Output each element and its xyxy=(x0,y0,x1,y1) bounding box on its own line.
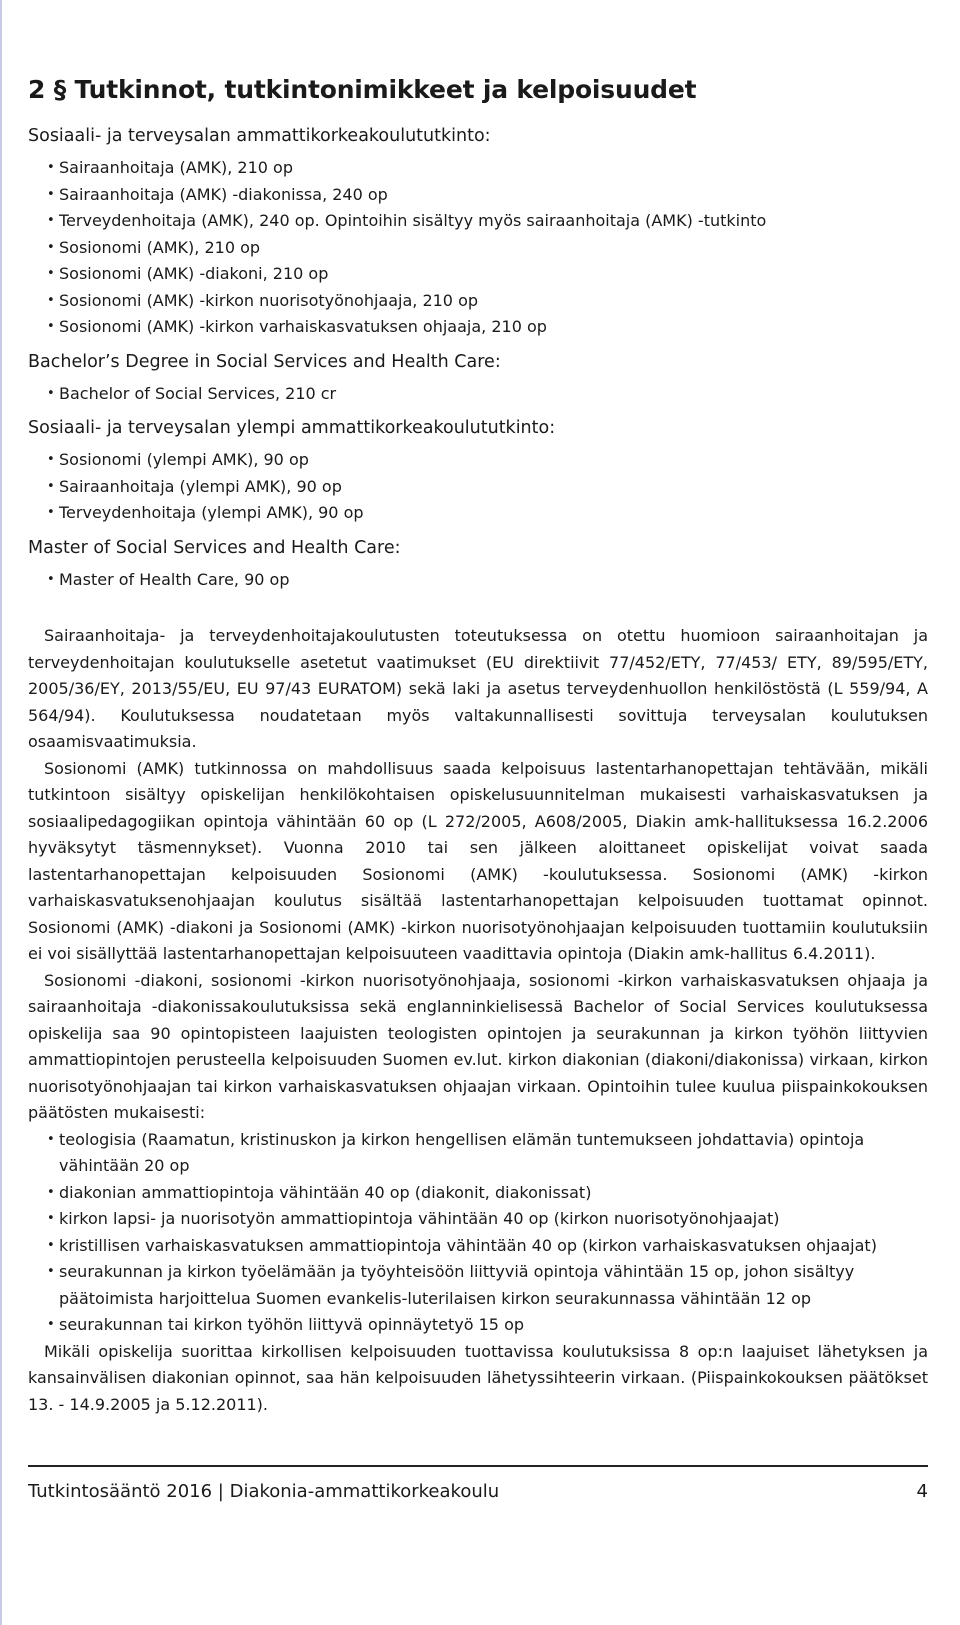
paragraph: Sosionomi (AMK) tutkinnossa on mahdollisuus saada kelpoisuus lastentarhanopettajan tehtävään, mikäli tutkintoon sisältyy opiskelijan henkilökohtaisen opiskelusuunnitelman mukaisesti varhaiskasvatuksen ja sosiaalipedagogiikan opintoja vähintään 60 op (L 272/2005, A608/2005, Diakin amk-hallituksessa 16.2.2006 hyväksytyt täsmennykset). Vuonna 2010 tai sen jälkeen aloittaneet opiskelijat voivat saada lastentarhanopettajan kelpoisuuden Sosionomi (AMK) -koulutuksessa. Sosionomi (AMK) -kirkon varhaiskasvatuksenohjaajan koulutus sisältää lastentarhanopettajan kelpoisuuden tuottamat opinnot. Sosionomi (AMK) -diakoni ja Sosionomi (AMK) -kirkon nuorisotyönohjaajan kelpoisuuden tuottamiin koulutuksiin ei voi sisällyttää lastentarhanopettajan kelpoisuuteen vaadittavia opintoja (Diakin amk-hallitus 6.4.2011). xyxy=(28,758,928,963)
degree-list xyxy=(28,447,928,527)
degree-list xyxy=(28,567,928,594)
list-item: • Terveydenhoitaja (ylempi AMK), 90 op xyxy=(28,500,928,527)
list-item: • Master of Health Care, 90 op xyxy=(28,567,928,594)
body-text xyxy=(28,623,928,1418)
list-item: • Sosionomi (AMK), 210 op xyxy=(28,235,928,262)
degree-group-3 xyxy=(28,538,928,594)
list-item: • Sosionomi (AMK) -kirkon nuorisotyönohjaaja, 210 op xyxy=(28,288,928,315)
degree-group-title: Sosiaali- ja terveysalan ammattikorkeakoulututkinto: xyxy=(28,126,491,146)
degree-group-2 xyxy=(28,418,928,527)
page-footer xyxy=(28,1465,928,1502)
page-number: 4 xyxy=(916,1481,928,1502)
document-page xyxy=(28,75,928,1418)
list-item: • kirkon lapsi- ja nuorisotyön ammattiopintoja vähintään 40 op (kirkon nuorisotyönohjaajat) xyxy=(28,1206,928,1233)
paragraph: Sosionomi -diakoni, sosionomi -kirkon nuorisotyönohjaaja, sosionomi -kirkon varhaiskasvatuksen ohjaaja ja sairaanhoitaja -diakonissakoulutuksissa sekä englanninkielisessä Bachelor of Social Services koulutuksessa opiskelija saa 90 opintopisteen laajuisten teologisten opintojen ja seurakunnan ja kirkon työhön liittyvien ammattiopintojen perusteella kelpoisuuden Suomen ev.lut. kirkon diakonian (diakoni/diakonissa) virkaan, kirkon nuorisotyönohjaajan tai kirkon varhaiskasvatuksen ohjaajan virkaan. Opintoihin tulee kuulua piispainkokouksen päätösten mukaisesti: xyxy=(28,970,928,1122)
list-item: • Sosionomi (ylempi AMK), 90 op xyxy=(28,447,928,474)
degree-group-1 xyxy=(28,352,928,408)
section-heading: 2 § Tutkinnot, tutkintonimikkeet ja kelpoisuudet xyxy=(28,75,697,104)
degree-group-title: Sosiaali- ja terveysalan ylempi ammattikorkeakoulututkinto: xyxy=(28,418,556,438)
degree-group-title: Master of Social Services and Health Care: xyxy=(28,537,401,558)
list-item: • Sairaanhoitaja (AMK), 210 op xyxy=(28,155,928,182)
list-item: • diakonian ammattiopintoja vähintään 40 op (diakonit, diakonissat) xyxy=(28,1180,928,1207)
requirements-list xyxy=(28,1127,928,1339)
list-item: • Sairaanhoitaja (AMK) -diakonissa, 240 op xyxy=(28,182,928,209)
footer-title: Tutkintosääntö 2016 | Diakonia-ammattikorkeakoulu xyxy=(28,1481,500,1502)
list-item: • Terveydenhoitaja (AMK), 240 op. Opintoihin sisältyy myös sairaanhoitaja (AMK) -tutkinto xyxy=(28,208,928,235)
list-item: • kristillisen varhaiskasvatuksen ammattiopintoja vähintään 40 op (kirkon varhaiskasvatuksen ohjaajat) xyxy=(28,1233,928,1260)
list-item: • Sosionomi (AMK) -kirkon varhaiskasvatuksen ohjaaja, 210 op xyxy=(28,314,928,341)
paragraph: Sairaanhoitaja- ja terveydenhoitajakoulutusten toteutuksessa on otettu huomioon sairaanhoitajan ja terveydenhoitajan koulutukselle asetetut vaatimukset (EU direktiivit 77/452/ETY, 77/453/ ETY, 89/595/ETY, 2005/36/EY, 2013/55/EU, EU 97/43 EURATOM) sekä laki ja asetus terveydenhuollon henkilöstöstä (L 559/94, A 564/94). Koulutuksessa noudatetaan myös valtakunnallisesti sovittuja terveysalan koulutuksen osaamisvaatimuksia. xyxy=(28,626,928,751)
degree-list xyxy=(28,381,928,408)
degree-group-0 xyxy=(28,126,928,341)
degree-list xyxy=(28,155,928,341)
list-item: • seurakunnan ja kirkon työelämään ja työyhteisöön liittyviä opintoja vähintään 15 op, johon sisältyy päätoimista harjoittelua Suomen evankelis-luterilaisen kirkon seurakunnassa vähintään 12 op xyxy=(28,1259,928,1312)
left-margin-rule xyxy=(0,0,2,1625)
list-item: • Sosionomi (AMK) -diakoni, 210 op xyxy=(28,261,928,288)
list-item: • teologisia (Raamatun, kristinuskon ja kirkon hengellisen elämän tuntemukseen johdattavia) opintoja vähintään 20 op xyxy=(28,1127,928,1180)
list-item: • Bachelor of Social Services, 210 cr xyxy=(28,381,928,408)
list-item: • Sairaanhoitaja (ylempi AMK), 90 op xyxy=(28,474,928,501)
list-item: • seurakunnan tai kirkon työhön liittyvä opinnäytetyö 15 op xyxy=(28,1312,928,1339)
degree-group-title: Bachelor’s Degree in Social Services and Health Care: xyxy=(28,351,501,372)
closing-paragraph: Mikäli opiskelija suorittaa kirkollisen kelpoisuuden tuottavissa koulutuksissa 8 op:n laajuiset lähetyksen ja kansainvälisen diakonian opinnot, saa hän kelpoisuuden lähetyssihteerin virkaan. (Piispainkokouksen päätökset 13. - 14.9.2005 ja 5.12.2011). xyxy=(28,1341,928,1414)
